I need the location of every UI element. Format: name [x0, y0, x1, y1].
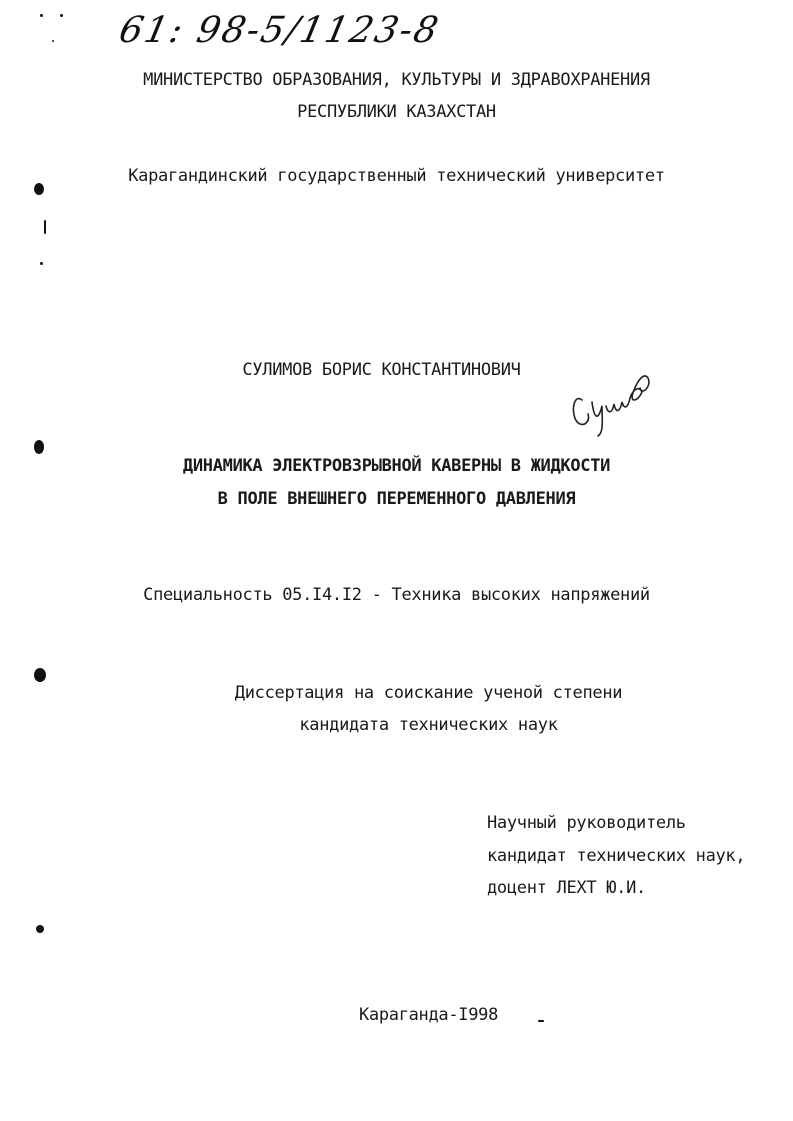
scan-mark — [44, 220, 46, 234]
scan-dot — [538, 1020, 544, 1022]
supervisor-line-2: кандидат технических наук, — [487, 846, 746, 866]
signature — [568, 362, 658, 442]
scan-dot — [60, 14, 63, 17]
punch-mark — [34, 183, 44, 195]
author-name: СУЛИМОВ БОРИС КОНСТАНТИНОВИЧ — [242, 360, 521, 380]
degree-line-1: Диссертация на соискание ученой степени — [234, 683, 623, 703]
punch-mark — [36, 925, 44, 933]
city-year: Караганда-I998 — [358, 1005, 499, 1025]
ministry-line-2: РЕСПУБЛИКИ КАЗАХСТАН — [297, 102, 496, 122]
specialty: Специальность 05.I4.I2 - Техника высоких напряжений — [143, 585, 650, 605]
scan-dot — [40, 14, 43, 17]
archive-number-handwritten: 61: 98-5/1123-8 — [115, 10, 444, 51]
scan-dot — [40, 262, 43, 265]
dissertation-title-line-2: В ПОЛЕ ВНЕШНЕГО ПЕРЕМЕННОГО ДАВЛЕНИЯ — [217, 489, 576, 509]
supervisor-line-3: доцент ЛЕХТ Ю.И. — [487, 878, 646, 898]
ministry-line-1: МИНИСТЕРСТВО ОБРАЗОВАНИЯ, КУЛЬТУРЫ И ЗДРАВОХРАНЕНИЯ — [143, 70, 650, 90]
dissertation-title-line-1: ДИНАМИКА ЭЛЕКТРОВЗРЫВНОЙ КАВЕРНЫ В ЖИДКОСТИ — [182, 456, 611, 476]
punch-mark — [34, 668, 46, 682]
university-name: Карагандинский государственный технический университет — [128, 166, 665, 186]
supervisor-line-1: Научный руководитель — [487, 813, 686, 833]
scan-dot — [52, 40, 54, 42]
punch-mark — [34, 440, 44, 454]
degree-line-2: кандидата технических наук — [299, 715, 558, 735]
